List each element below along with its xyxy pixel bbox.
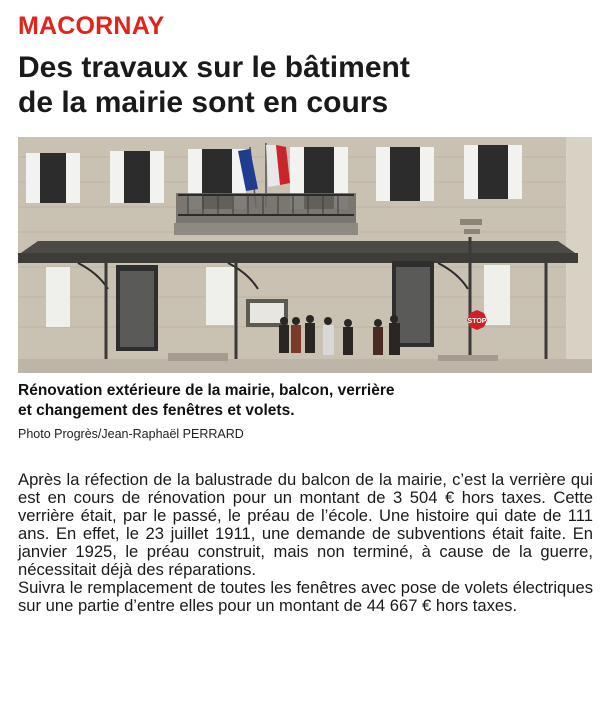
article-body — [18, 471, 593, 615]
photo-credit: Photo Progrès/Jean-Raphaël PERRARD — [18, 427, 244, 441]
section-kicker: MACORNAY — [18, 12, 165, 40]
body-paragraph: Après la réfection de la balustrade du balcon de la mairie, c’est la verrière qui est en cours de rénovation pour un montant de 3 504 € hors taxes. Cette verrière était, par le passé, le préau de l’école. Une histoire qui date de 111 ans. En effet, le 23 juillet 1911, une demande de subventions était faite. En janvier 1925, le préau construit, mais non terminé, à cause de la guerre, nécessitait déjà des réparations. — [18, 470, 593, 579]
article-photo — [18, 137, 592, 373]
photo-caption — [18, 381, 598, 421]
caption-line-1: Rénovation extérieure de la mairie, balcon, verrière — [18, 382, 395, 399]
stop-sign-text: STOP — [467, 318, 487, 325]
headline-line-1: Des travaux sur le bâtiment — [18, 51, 410, 84]
body-paragraph: Suivra le remplacement de toutes les fenêtres avec pose de volets électriques sur une partie d’entre elles pour un montant de 44 667 € hors taxes. — [18, 578, 593, 615]
article-headline — [18, 50, 598, 120]
headline-line-2: de la mairie sont en cours — [18, 86, 389, 119]
caption-line-2: et changement des fenêtres et volets. — [18, 402, 295, 419]
